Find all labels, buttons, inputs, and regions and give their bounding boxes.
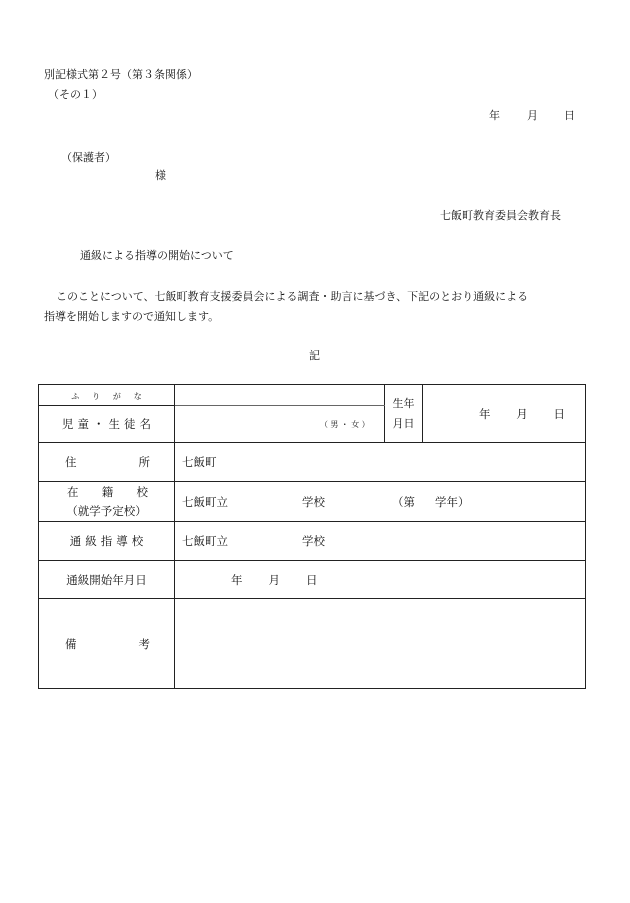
school-label-cell — [39, 482, 175, 522]
school-value-cell[interactable] — [175, 482, 586, 522]
address-row — [39, 443, 586, 482]
name-input-cell[interactable] — [175, 406, 385, 443]
birth-date-cell[interactable] — [423, 385, 586, 443]
form-title: 別記様式第２号（第３条関係） — [44, 68, 198, 81]
address-value-cell[interactable] — [175, 443, 586, 482]
remarks-label-a: 備 — [65, 636, 77, 651]
notification-table — [38, 384, 586, 689]
start-date-row — [39, 561, 586, 599]
date-day-label: 日 — [564, 109, 575, 122]
tsukyu-school-suffix: 学校 — [302, 534, 325, 548]
guardian-label: （保護者） — [61, 151, 116, 164]
date-year-label: 年 — [489, 109, 500, 122]
tsukyu-school-prefix: 七飯町立 — [182, 534, 228, 548]
furigana-label: ふりがな — [71, 392, 155, 401]
birth-day-label: 日 — [553, 406, 565, 421]
body-line-2: 指導を開始しますので通知します。 — [44, 310, 220, 323]
school-value-prefix: 七飯町立 — [182, 494, 228, 509]
grade-open: （第 — [392, 494, 415, 509]
start-date-value-cell[interactable] — [175, 561, 586, 599]
tsukyu-school-value-cell[interactable] — [175, 522, 586, 561]
birth-year-label: 年 — [479, 406, 491, 421]
school-label-c: 校 — [136, 485, 148, 499]
furigana-input-cell[interactable] — [175, 385, 385, 406]
school-label-a: 在 — [67, 485, 79, 499]
grade-close: 学年） — [435, 494, 470, 509]
address-value: 七飯町 — [182, 455, 217, 469]
address-label-b: 所 — [138, 455, 150, 469]
start-month-label: 月 — [268, 572, 280, 587]
school-label-b: 籍 — [101, 485, 114, 499]
start-day-label: 日 — [306, 572, 318, 587]
remarks-label-b: 考 — [138, 636, 150, 651]
start-date-label: 通級開始年月日 — [66, 572, 147, 587]
start-date-label-cell — [39, 561, 175, 599]
form-sub-number: （その１） — [48, 88, 103, 101]
tsukyu-school-label-cell — [39, 522, 175, 561]
address-label-cell — [39, 443, 175, 482]
start-year-label: 年 — [231, 572, 243, 587]
birth-month-label: 月 — [516, 406, 528, 421]
address-label-a: 住 — [65, 455, 77, 469]
name-label-cell — [39, 406, 175, 443]
gender-select[interactable]: （男・女） — [320, 419, 372, 429]
honorific-sama: 様 — [155, 169, 166, 182]
remarks-value-cell[interactable] — [175, 599, 586, 689]
school-row — [39, 482, 586, 522]
remarks-label-cell — [39, 599, 175, 689]
school-label-sub: （就学予定校） — [66, 504, 147, 518]
birth-label-cell — [385, 385, 423, 443]
ki-heading: 記 — [309, 349, 320, 362]
body-line-1: このことについて、七飯町教育支援委員会による調査・助言に基づき、下記のとおり通級による — [56, 290, 529, 303]
name-label: 児童・生徒名 — [61, 417, 156, 431]
sender-name: 七飯町教育委員会教育長 — [440, 209, 561, 222]
remarks-row — [39, 599, 586, 689]
tsukyu-school-row — [39, 522, 586, 561]
subject-title: 通級による指導の開始について — [80, 249, 234, 262]
tsukyu-school-label: 通級指導校 — [69, 534, 148, 548]
school-value-suffix: 学校 — [302, 494, 325, 509]
furigana-row — [39, 385, 586, 406]
furigana-label-cell — [39, 385, 175, 406]
birth-label-line2: 月日 — [392, 416, 415, 430]
birth-label-line1: 生年 — [392, 396, 415, 410]
date-month-label: 月 — [527, 109, 538, 122]
